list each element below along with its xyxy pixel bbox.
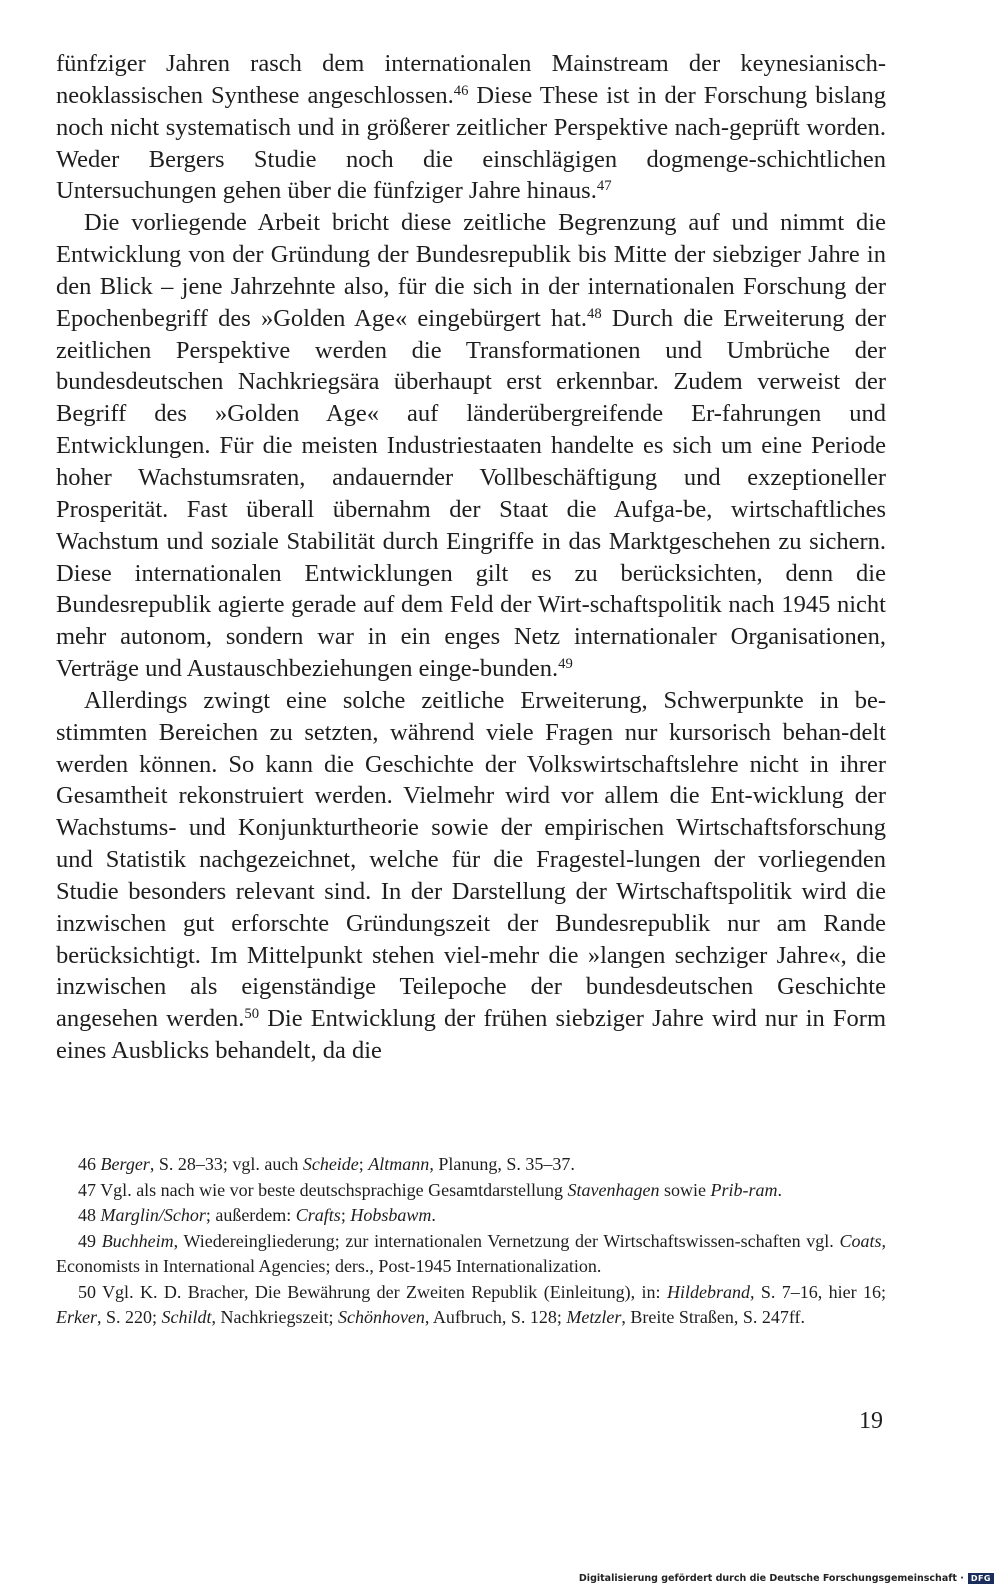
text-run: Die vorliegende Arbeit bricht diese zeitliche Begrenzung auf und nimmt die Entwicklung von der Gründung der Bundesrepublik bis Mitte der siebziger Jahre in den Blick – jene Jahrzehnte also, für die sich in der internationalen Forschung der Epochenbegriff des »Golden Age« eingebürgert hat. — [56, 209, 886, 332]
footnote — [56, 1203, 886, 1229]
footnote-reference: 48 — [587, 305, 602, 322]
footnote-text: Vgl. K. D. Bracher, Die Bewährung der Zweiten Republik (Einleitung), in: — [102, 1281, 667, 1302]
footnote — [56, 1178, 886, 1204]
cited-author: Scheide — [302, 1154, 359, 1174]
footnote-text: ; außerdem: — [205, 1205, 296, 1225]
footnote-text: , S. 7–16, hier 16; — [749, 1281, 886, 1302]
cited-author: Coats — [839, 1230, 882, 1251]
footnote-text: , S. 28–33; vgl. auch — [149, 1154, 303, 1174]
footnote-text: Vgl. als nach wie vor beste deutschsprachige Gesamtdarstellung — [100, 1179, 568, 1200]
cited-author: Marglin/Schor — [100, 1205, 206, 1225]
footnote-reference: 46 — [453, 82, 469, 99]
footnote — [56, 1152, 886, 1178]
digitization-footer — [579, 1570, 994, 1586]
cited-author: Altmann — [368, 1154, 430, 1174]
cited-author: Stavenhagen — [567, 1179, 660, 1200]
footnote-text: , Economists in International Agencies; ders., Post-1945 Internationalization. — [56, 1230, 886, 1276]
footnote-text: , Breite Straßen, S. 247ff. — [621, 1307, 806, 1327]
footnote-text: . — [777, 1179, 783, 1200]
footnote — [56, 1280, 886, 1331]
footnote-number: 47 — [78, 1179, 96, 1200]
footnote-reference: 47 — [596, 178, 612, 195]
cited-author: Berger — [100, 1154, 150, 1174]
footnote-reference: 49 — [558, 655, 573, 672]
paragraph — [56, 48, 886, 207]
text-run: Durch die Erweiterung der zeitlichen Perspektive werden die Transformationen und Umbrüche der bundesdeutschen Nachkriegsära überhaupt erst erkennbar. Zudem verweist der Begriff des »Golden Age« auf länderübergreifende Er-fahrungen und Entwicklungen. Für die meisten Industriestaaten handelte es sich um eine Periode hoher Wachstumsraten, andauernder Vollbeschäftigung und exzeptioneller Prosperität. Fast überall übernahm der Staat die Aufga-be, wirtschaftliches Wachstum und soziale Stabilität durch Eingriffe in das Marktgeschehen zu sichern. Diese internationalen Entwicklungen gilt es zu berücksichten, denn die Bundesrepublik agierte gerade auf dem Feld der Wirt-schaftspolitik nach 1945 nicht mehr autonom, sondern war in ein enges Netz internationaler Organisationen, Verträge und Austauschbeziehungen einge-bunden. — [56, 304, 886, 683]
footnote-text: . — [431, 1205, 436, 1225]
cited-author: Hobsbawm — [350, 1205, 432, 1225]
cited-author: Schildt — [161, 1307, 212, 1327]
cited-author: Hildebrand — [666, 1281, 750, 1302]
paragraph — [56, 207, 886, 685]
text-run: Diese These ist in der Forschung bislang noch nicht systematisch und in größerer zeitlicher Perspektive nach-geprüft worden. Weder Bergers Studie noch die einschlägigen dogmenge-schichtlichen Untersuchungen gehen über die fünfziger Jahre hinaus. — [56, 81, 887, 205]
cited-author: Erker — [56, 1307, 97, 1327]
footnote-text: , Planung, S. 35–37. — [429, 1154, 575, 1174]
cited-author: Buchheim — [101, 1230, 174, 1251]
footnote-number: 48 — [78, 1205, 96, 1225]
footnote-text: , Aufbruch, S. 128; — [424, 1307, 567, 1327]
footnote-text: , S. 220; — [96, 1307, 162, 1327]
main-text — [56, 48, 886, 1067]
dfg-logo: DFG — [968, 1573, 994, 1584]
funding-notice: Digitalisierung gefördert durch die Deutsche Forschungsgemeinschaft · — [578, 1572, 964, 1584]
footnote — [56, 1229, 886, 1280]
cited-author: Schönhoven — [337, 1307, 425, 1327]
text-run: Die Entwicklung der frühen siebziger Jahre wird nur in Form eines Ausblicks behandelt, da die — [56, 1005, 886, 1065]
text-run: fünfziger Jahren rasch dem internationalen Mainstream der keynesianisch-neoklassischen Synthese angeschlossen. — [56, 50, 886, 109]
footnote-reference: 50 — [244, 1006, 260, 1023]
page-number: 19 — [859, 1408, 883, 1434]
cited-author: Prib-ram — [710, 1179, 778, 1200]
footnote-text: , Wiedereingliederung; zur internationalen Vernetzung der Wirtschaftswissen-schaften vgl. — [173, 1230, 840, 1251]
footnotes — [56, 1152, 886, 1331]
footnote-text: sowie — [659, 1179, 711, 1200]
footnote-number: 50 — [78, 1281, 96, 1302]
cited-author: Crafts — [295, 1205, 341, 1225]
paragraph — [56, 685, 886, 1067]
text-run: Allerdings zwingt eine solche zeitliche Erweiterung, Schwerpunkte in be-stimmten Bereichen zu setzten, während viele Fragen nur kursorisch behan-delt werden können. So kann die Geschichte der Volkswirtschaftslehre nicht in ihrer Gesamtheit rekonstruiert werden. Vielmehr wird vor allem die Ent-wicklung der Wachstums- und Konjunkturtheorie sowie der empirischen Wirtschaftsforschung und Statistik nachgezeichnet, welche für die Fragestel-lungen der vorliegenden Studie besonders relevant sind. In der Darstellung der Wirtschaftspolitik wird die inzwischen gut erforschte Gründungszeit der Bundesrepublik nur am Rande berücksichtigt. Im Mittelpunkt stehen viel-mehr die »langen sechziger Jahre«, die inzwischen als eigenständige Teilepoche der bundesdeutschen Geschichte angesehen werden. — [56, 686, 886, 1033]
footnote-number: 46 — [78, 1154, 96, 1174]
footnote-text: , Nachkriegszeit; — [211, 1307, 338, 1327]
footnote-number: 49 — [78, 1230, 96, 1251]
footnote-text: ; — [358, 1154, 369, 1174]
footnote-text: ; — [340, 1205, 351, 1225]
cited-author: Metzler — [566, 1307, 622, 1327]
